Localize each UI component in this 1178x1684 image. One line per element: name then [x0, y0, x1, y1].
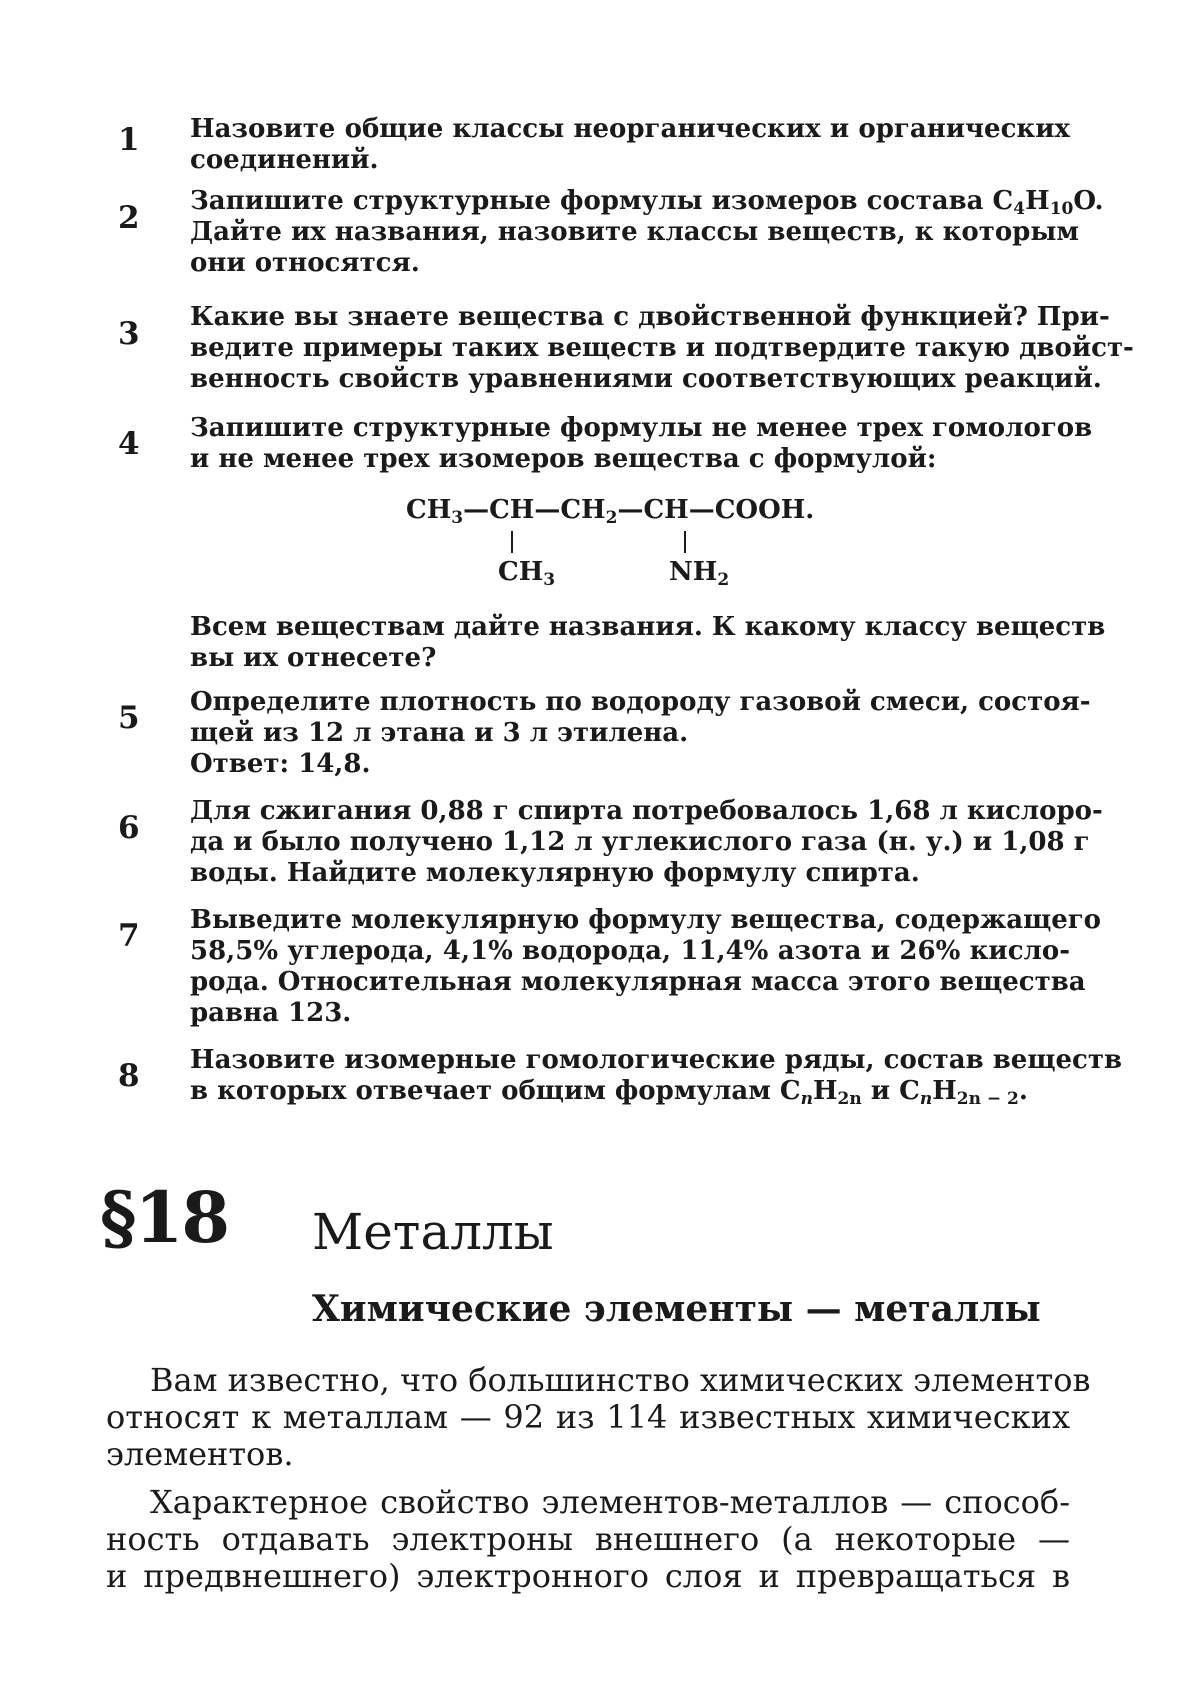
question-text: Определите плотность по водороду газовой смеси, состоя- щей из 12 л этана и 3 л этилена. Ответ: 14,8. — [190, 687, 1091, 779]
question-number: 2 — [118, 200, 140, 236]
formula-amino-branch: $NH_2$ — [669, 557, 730, 590]
question-number: 1 — [118, 122, 140, 158]
bond-line-right — [684, 531, 686, 553]
question-followup: Всем веществам дайте названия. К какому классу веществ вы их отнесете? — [190, 612, 1106, 673]
question-text: Запишите структурные формулы не менее трех гомологов и не менее трех изомеров вещества с формулой: — [190, 413, 1093, 474]
body-paragraph-2: Характерное свойство элементов-металлов — способ- ность отдавать электроны внешнего (а некоторые — и предвнешнего) электронного слоя и превращаться в — [106, 1483, 1070, 1595]
question-text: Какие вы знаете вещества с двойственной функцией? При- ведите примеры таких веществ и подтвердите такую двойст- венность свойств уравнениями соответствующих реакций. — [190, 302, 1134, 394]
question-number: 6 — [118, 810, 140, 846]
section-title: Металлы — [312, 1203, 554, 1261]
question-number: 7 — [118, 918, 140, 954]
question-text: Запишите структурные формулы изомеров состава $C_4H_{10}O$. Дайте их названия, назовите классы веществ, к которым они относятся. — [190, 186, 1104, 278]
question-number: 8 — [118, 1058, 140, 1094]
section-number: §18 — [100, 1176, 229, 1259]
question-text: Назовите изомерные гомологические ряды, состав веществ в которых отвечает общим формулам $C_nH_{2n}$ и $C_nH_{2n - 2}$. — [190, 1045, 1123, 1109]
section-subtitle: Химические элементы — металлы — [312, 1288, 1041, 1330]
question-number: 4 — [118, 426, 140, 462]
question-text: Назовите общие классы неорганических и органических соединений. — [190, 114, 1070, 175]
formula-methyl-branch: $CH_3$ — [498, 557, 556, 590]
question-number: 3 — [118, 316, 140, 352]
bond-line-left — [511, 531, 513, 553]
structural-formula — [406, 495, 866, 595]
question-number: 5 — [118, 700, 140, 736]
question-text: Выведите молекулярную формулу вещества, содержащего 58,5% углерода, 4,1% водорода, 11,4% азота и 26% кисло- рода. Относительная молекулярная масса этого вещества равна 123. — [190, 905, 1102, 1028]
formula-main-chain: $CH_3—CH—CH_2—CH—COOH$. — [406, 495, 815, 528]
question-text: Для сжигания 0,88 г спирта потребовалось 1,68 л кислоро- да и было получено 1,12 л углекислого газа (н. у.) и 1,08 г воды. Найдите молекулярную формулу спирта. — [190, 796, 1103, 888]
body-paragraph-1: Вам известно, что большинство химических элементов относят к металлам — 92 из 114 известных химических элементов. — [106, 1361, 1091, 1473]
